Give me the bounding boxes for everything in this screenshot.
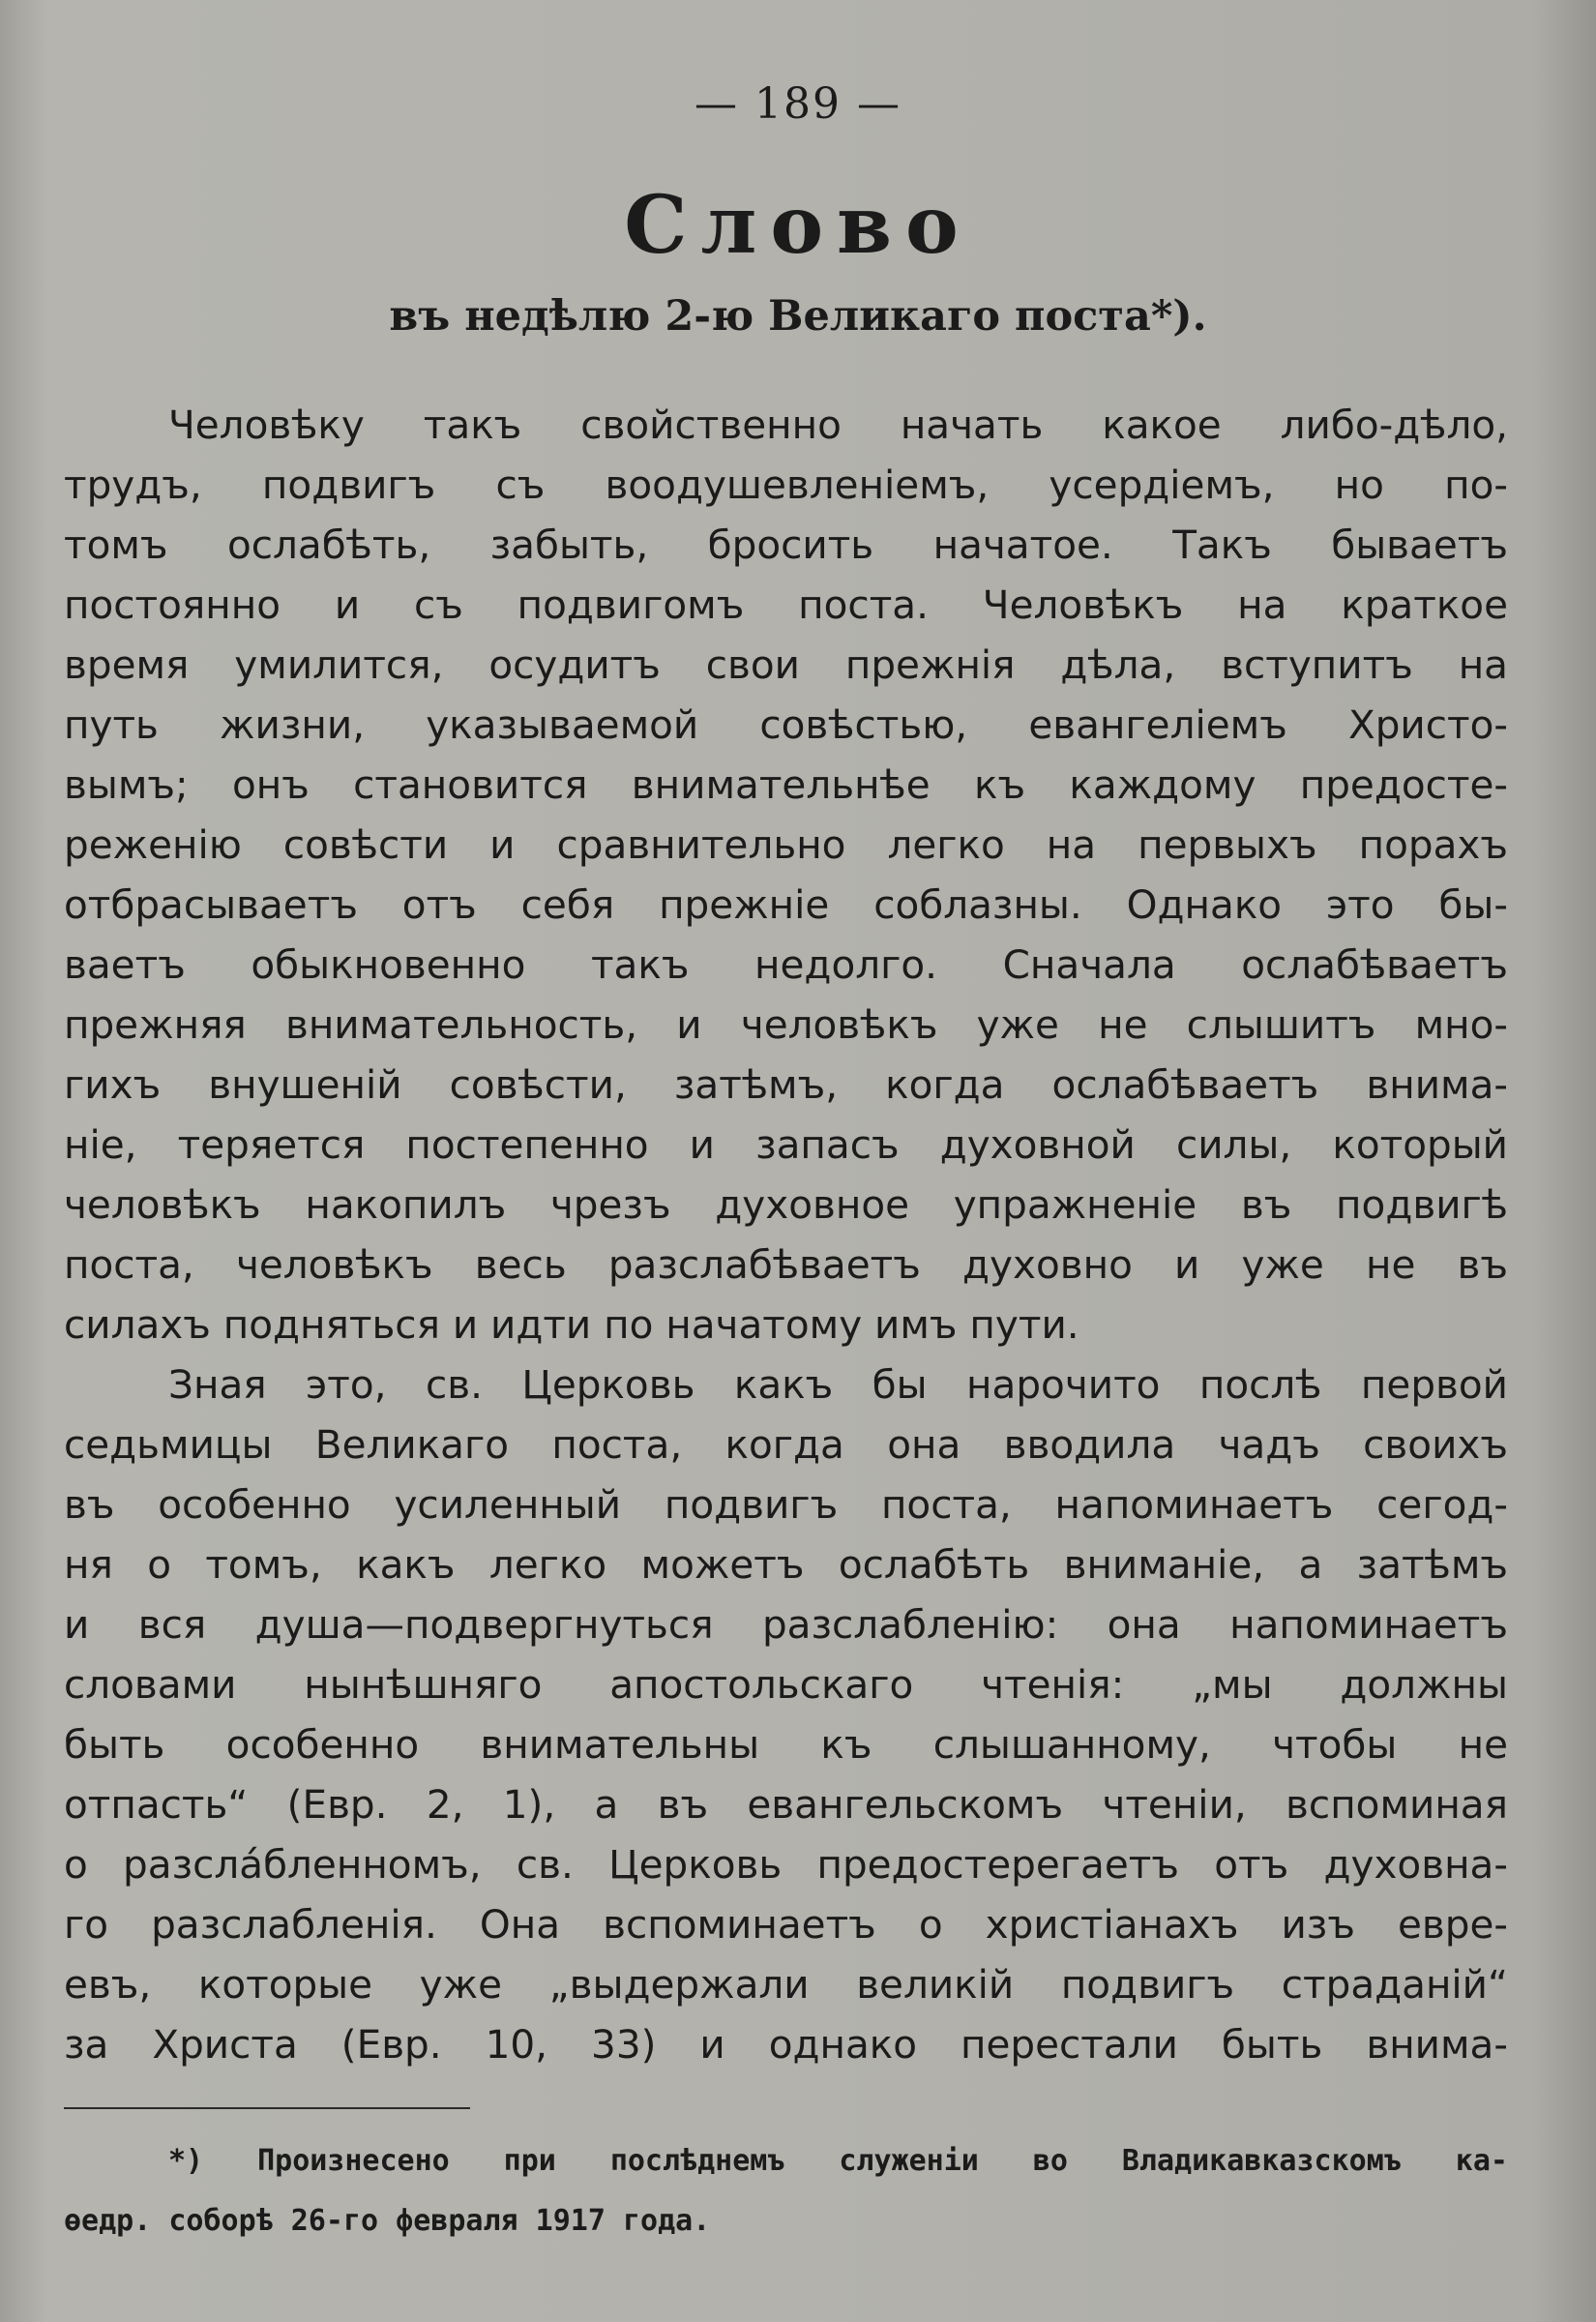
text-line: отбрасываетъ отъ себя прежніе соблазны. Однако это бы-: [64, 881, 1508, 928]
text-line: время умилится, осудитъ свои прежнія дѣла, вступитъ на: [64, 641, 1508, 688]
footnote-line: *) Произнесено при послѣднемъ служеніи во Владикавказскомъ ка-: [168, 2144, 1508, 2178]
text-line: въ особенно усиленный подвигъ поста, напоминаетъ сегод-: [64, 1481, 1508, 1528]
text-line: быть особенно внимательны къ слышанному, чтобы не: [64, 1721, 1508, 1768]
footnote: [64, 2131, 1508, 2251]
text-line: гихъ внушеній совѣсти, затѣмъ, когда ослабѣваетъ внима-: [64, 1061, 1508, 1108]
text-line: постоянно и съ подвигомъ поста. Человѣкъ на краткое: [64, 581, 1508, 628]
text-line: силахъ подняться и идти по начатому имъ пути.: [64, 1301, 1079, 1348]
text-line: Зная это, св. Церковь какъ бы нарочито послѣ первой: [168, 1361, 1508, 1408]
text-line: го разслабленія. Она вспоминаетъ о христіанахъ изъ евре-: [64, 1901, 1508, 1948]
footnote-line: ѳедр. соборѣ 26-го февраля 1917 года.: [64, 2204, 711, 2238]
text-line: ня о томъ, какъ легко можетъ ослабѣть вниманіе, а затѣмъ: [64, 1541, 1508, 1588]
text-line: седьмицы Великаго поста, когда она вводила чадъ своихъ: [64, 1421, 1508, 1468]
text-line: вымъ; онъ становится внимательнѣе къ каждому предосте-: [64, 761, 1508, 808]
sermon-subtitle: въ недѣлю 2-ю Великаго поста*).: [389, 292, 1207, 341]
text-line: ніе, теряется постепенно и запасъ духовной силы, который: [64, 1121, 1508, 1168]
text-line: прежняя внимательность, и человѣкъ уже не слышитъ мно-: [64, 1001, 1508, 1048]
text-line: о разслáбленномъ, св. Церковь предостерегаетъ отъ духовна-: [64, 1841, 1508, 1888]
text-line: человѣкъ накопилъ чрезъ духовное упражненіе въ подвигѣ: [64, 1181, 1508, 1228]
text-line: томъ ослабѣть, забыть, бросить начатое. Такъ бываетъ: [64, 521, 1508, 568]
text-line: и вся душа—подвергнуться разслабленію: она напоминаетъ: [64, 1601, 1508, 1648]
text-line: за Христа (Евр. 10, 33) и однако перестали быть внима-: [64, 2021, 1508, 2068]
sermon-title: Слово: [624, 179, 972, 272]
text-line: ваетъ обыкновенно такъ недолго. Сначала ослабѣваетъ: [64, 941, 1508, 988]
body-text: [64, 395, 1508, 2074]
text-line: путь жизни, указываемой совѣстью, евангеліемъ Христо-: [64, 701, 1508, 748]
text-line: евъ, которые уже „выдержали великій подвигъ страданій“: [64, 1961, 1508, 2008]
footnote-divider: [64, 2107, 470, 2109]
text-line: Человѣку такъ свойственно начать какое либо-дѣло,: [168, 402, 1508, 448]
page-number: — 189 —: [695, 79, 901, 129]
text-line: реженію совѣсти и сравнительно легко на первыхъ порахъ: [64, 821, 1508, 868]
text-line: отпасть“ (Евр. 2, 1), а въ евангельскомъ чтеніи, вспоминая: [64, 1781, 1508, 1828]
text-line: словами нынѣшняго апостольскаго чтенія: „мы должны: [64, 1661, 1508, 1708]
text-line: трудъ, подвигъ съ воодушевленіемъ, усердіемъ, но по-: [64, 461, 1508, 508]
text-line: поста, человѣкъ весь разслабѣваетъ духовно и уже не въ: [64, 1241, 1508, 1288]
